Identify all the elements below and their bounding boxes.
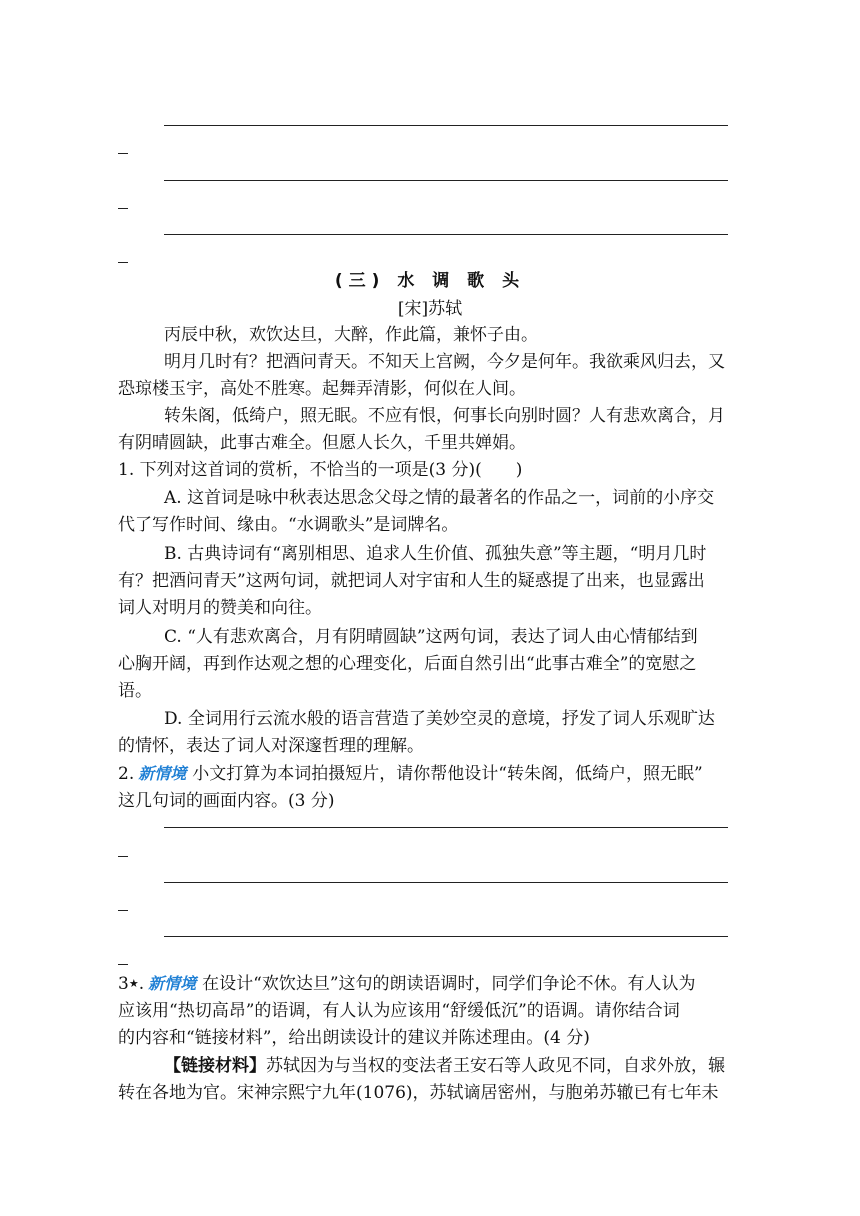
question-3	[118, 971, 696, 997]
question-1-stem: 1. 下列对这首词的赏析，不恰当的一项是(3 分)( )	[118, 460, 523, 480]
answer-line[interactable]	[164, 180, 728, 181]
poem-preface: 丙辰中秋，欢饮达旦，大醉，作此篇，兼怀子由。	[164, 325, 538, 345]
option-a-cont: 代了写作时间、缘由。“水调歌头”是词牌名。	[118, 515, 459, 535]
option-d-cont: 的情怀，表达了词人对深邃哲理的理解。	[118, 736, 424, 756]
question-3-dot: .	[138, 974, 145, 994]
answer-line[interactable]	[164, 882, 728, 883]
answer-line-tail	[118, 964, 128, 965]
option-b-cont: 有？把酒问青天”这两句词，就把词人对宇宙和人生的疑惑提了出来，也显露出	[118, 571, 705, 591]
poem-author: [宋]苏轼	[397, 299, 463, 319]
answer-line[interactable]	[164, 936, 728, 937]
option-a: A. 这首词是咏中秋表达思念父母之情的最著名的作品之一，词前的小序交	[164, 488, 715, 508]
poem-line: 有阴晴圆缺，此事古难全。但愿人长久，千里共婵娟。	[118, 433, 526, 453]
link-material-cont: 转在各地为官。宋神宗熙宁九年(1076)，苏轼谪居密州，与胞弟苏辙已有七年未	[118, 1083, 719, 1103]
question-3-cont: 应该用“热切高昂”的语调，有人认为应该用“舒缓低沉”的语调。请你结合词	[118, 1001, 680, 1021]
poem-line: 明月几时有？把酒问青天。不知天上宫阙，今夕是何年。我欲乘风归去，又	[164, 352, 725, 372]
answer-line-tail	[118, 910, 128, 911]
answer-line-tail	[118, 208, 128, 209]
poem-line: 恐琼楼玉宇，高处不胜寒。起舞弄清影，何似在人间。	[118, 379, 526, 399]
question-2-text: 小文打算为本词拍摄短片，请你帮他设计“转朱阁，低绮户，照无眠”	[192, 764, 703, 784]
answer-line-tail	[118, 153, 128, 154]
option-b-cont: 词人对明月的赞美和向往。	[118, 598, 322, 618]
new-context-badge: 新情境	[148, 974, 197, 993]
option-b: B. 古典诗词有“离别相思、追求人生价值、孤独失意”等主题，“明月几时	[164, 544, 707, 564]
question-2	[118, 761, 703, 787]
answer-line[interactable]	[164, 234, 728, 235]
question-2-cont: 这几句词的画面内容。(3 分)	[118, 791, 335, 811]
answer-line[interactable]	[164, 827, 728, 828]
option-c: C. “人有悲欢离合，月有阴晴圆缺”这两句词，表达了词人由心情郁结到	[164, 627, 698, 647]
option-c-cont: 心胸开阔，再到作达观之想的心理变化，后面自然引出“此事古难全”的宽慰之	[118, 654, 697, 674]
new-context-badge: 新情境	[138, 764, 187, 783]
question-3-cont: 的内容和“链接材料”，给出朗读设计的建议并陈述理由。(4 分)	[118, 1028, 590, 1048]
link-material	[164, 1053, 725, 1079]
poem-line: 转朱阁，低绮户，照无眠。不应有恨，何事长向别时圆？人有悲欢离合，月	[164, 406, 725, 426]
question-3-text: 在设计“欢饮达旦”这句的朗读语调时，同学们争论不休。有人认为	[202, 974, 696, 994]
answer-line-tail	[118, 262, 128, 263]
answer-line-tail	[118, 856, 128, 857]
link-material-label: 【链接材料】	[164, 1056, 266, 1076]
answer-line[interactable]	[164, 125, 728, 126]
option-d: D. 全词用行云流水般的语言营造了美妙空灵的意境，抒发了词人乐观旷达	[164, 709, 715, 729]
poem-title: (三) 水 调 歌 头	[334, 271, 526, 291]
question-2-number: 2.	[118, 764, 135, 784]
star-icon: ★	[128, 977, 139, 990]
link-material-text: 苏轼因为与当权的变法者王安石等人政见不同，自求外放，辗	[266, 1056, 725, 1076]
option-c-cont: 语。	[118, 681, 152, 701]
question-3-number: 3	[118, 974, 129, 994]
